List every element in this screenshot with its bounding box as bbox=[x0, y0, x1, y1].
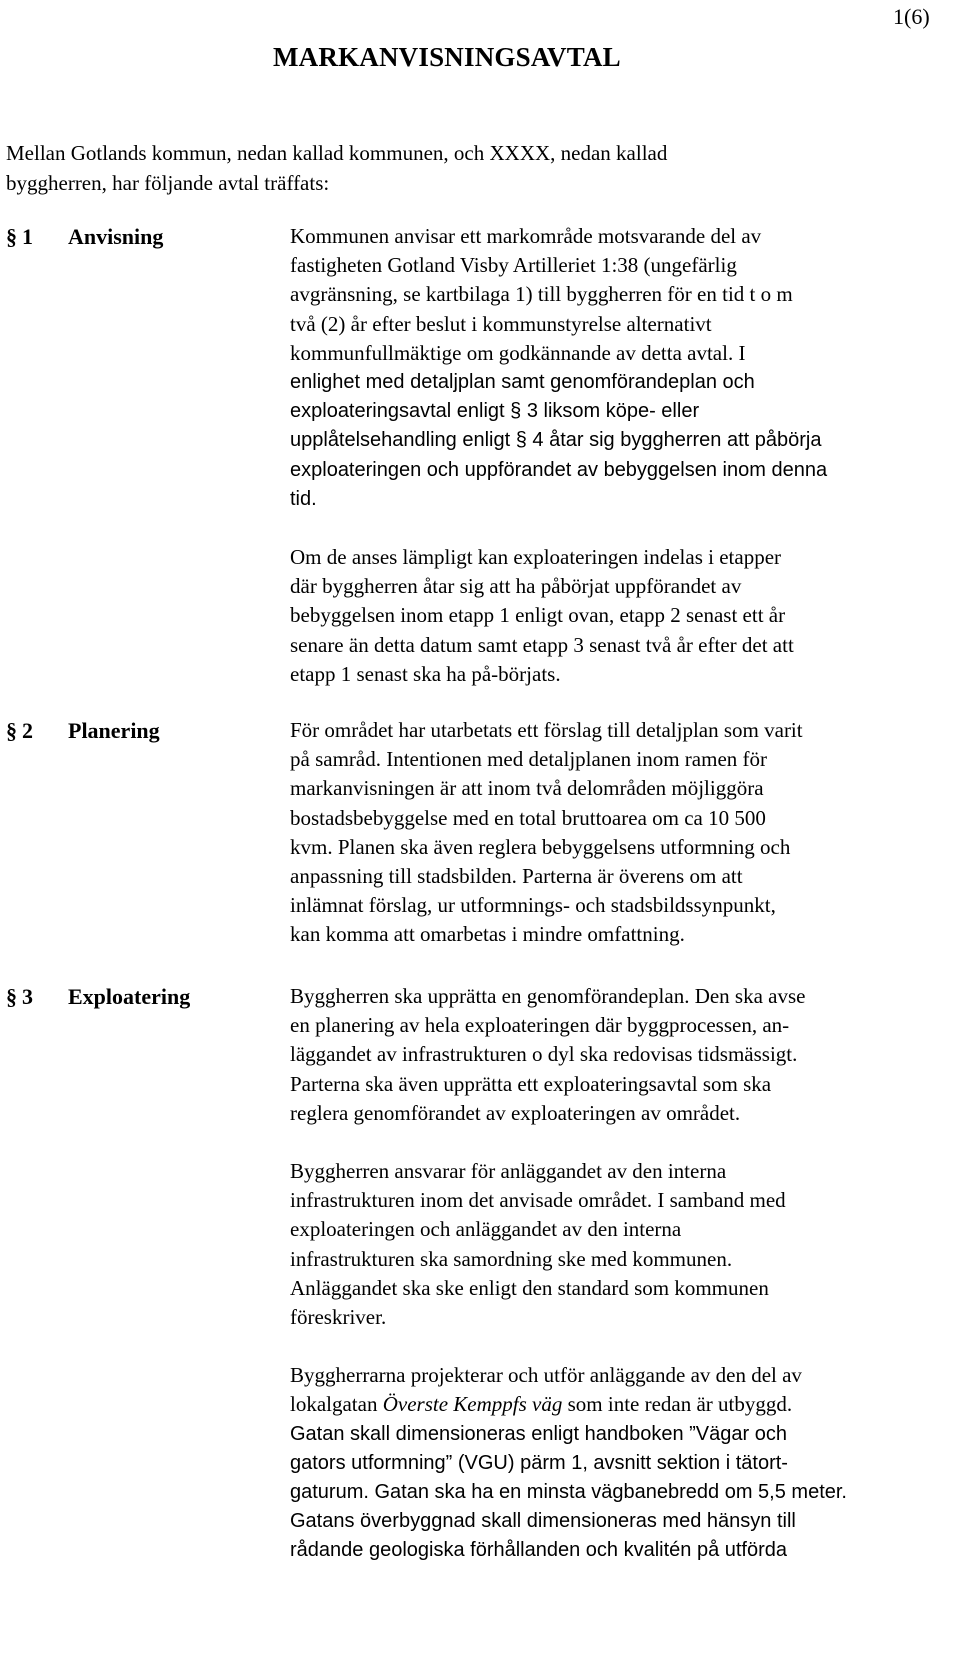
street-name: Överste Kemppfs väg bbox=[382, 1392, 563, 1417]
text-line: bostadsbebyggelse med en total bruttoarea om ca 10 500 bbox=[290, 805, 766, 830]
section-sign: § bbox=[6, 984, 17, 1009]
text-line: kvm. Planen ska även reglera bebyggelsens utformning och bbox=[290, 834, 791, 859]
section-body bbox=[290, 222, 926, 689]
section-heading bbox=[6, 222, 163, 252]
text-line: bebyggelsen inom etapp 1 enligt ovan, etapp 2 senast ett år bbox=[290, 603, 786, 628]
text-line: etapp 1 senast ska ha på-börjats. bbox=[290, 661, 561, 686]
text-line: en planering av hela exploateringen där byggprocessen, an- bbox=[290, 1013, 790, 1038]
text-line: enlighet med detaljplan samt genomförandeplan och bbox=[290, 371, 755, 394]
paragraph bbox=[290, 1361, 926, 1565]
section-name: Exploatering bbox=[68, 984, 191, 1009]
text-line: gators utformning” (VGU) pärm 1, avsnitt sektion i tätort- bbox=[290, 1451, 788, 1474]
section-heading bbox=[6, 716, 160, 746]
intro-paragraph bbox=[6, 138, 906, 198]
text-line: Anläggandet ska ske enligt den standard som kommunen bbox=[290, 1275, 769, 1300]
text-run: som inte redan är utbyggd. bbox=[562, 1392, 793, 1417]
text-line: Mellan Gotlands kommun, nedan kallad kommunen, och XXXX, nedan kallad bbox=[6, 141, 668, 165]
paragraph bbox=[290, 543, 926, 689]
text-line: byggherren, har följande avtal träffats: bbox=[6, 171, 330, 195]
text-line: avgränsning, se kartbilaga 1) till byggherren för en tid t o m bbox=[290, 282, 793, 307]
text-line: Kommunen anvisar ett markområde motsvarande del av bbox=[290, 224, 762, 248]
text-line: kan komma att omarbetas i mindre omfattning. bbox=[290, 922, 685, 947]
section-name: Anvisning bbox=[68, 224, 164, 249]
text-line: gaturum. Gatan ska ha en minsta vägbanebredd om 5,5 meter. bbox=[290, 1481, 847, 1504]
section-number: 3 bbox=[22, 984, 33, 1009]
text-line: Byggherren ska upprätta en genomförandeplan. Den ska avse bbox=[290, 984, 806, 1008]
text-line: För området har utarbetats ett förslag till detaljplan som varit bbox=[290, 718, 803, 742]
text-line: exploateringsavtal enligt § 3 liksom köpe- eller bbox=[290, 400, 700, 423]
text-line: exploateringen och uppförandet av bebyggelsen inom denna bbox=[290, 458, 828, 481]
text-line: tid. bbox=[290, 487, 317, 510]
text-line: där byggherren åtar sig att ha påbörjat uppförandet av bbox=[290, 574, 742, 599]
section-sign: § bbox=[6, 224, 17, 249]
section-body bbox=[290, 716, 926, 950]
text-line: markanvisningen är att inom två delområden möjliggöra bbox=[290, 776, 764, 801]
text-run: lokalgatan bbox=[290, 1392, 383, 1417]
paragraph bbox=[290, 982, 926, 1128]
text-line: två (2) år efter beslut i kommunstyrelse alternativt bbox=[290, 311, 712, 336]
section-number: 1 bbox=[22, 224, 33, 249]
page-number: 1(6) bbox=[893, 4, 930, 29]
text-line: inlämnat förslag, ur utformnings- och stadsbildssynpunkt, bbox=[290, 893, 776, 918]
text-line: senare än detta datum samt etapp 3 senast två år efter det att bbox=[290, 632, 794, 657]
text-line: föreskriver. bbox=[290, 1305, 387, 1330]
paragraph bbox=[290, 716, 926, 950]
text-line: Gatans överbyggnad skall dimensioneras med hänsyn till bbox=[290, 1510, 796, 1533]
text-line: Parterna ska även upprätta ett exploateringsavtal som ska bbox=[290, 1071, 772, 1096]
text-line: Byggherrarna projekterar och utför anläggande av den del av bbox=[290, 1363, 802, 1388]
text-line: Om de anses lämpligt kan exploateringen indelas i etapper bbox=[290, 545, 782, 570]
text-line: kommunfullmäktige om godkännande av detta avtal. I bbox=[290, 340, 746, 365]
section-name: Planering bbox=[68, 718, 160, 743]
text-line: Gatan skall dimensioneras enligt handboken ”Vägar och bbox=[290, 1422, 787, 1445]
text-line: fastigheten Gotland Visby Artilleriet 1:38 (ungefärlig bbox=[290, 253, 737, 278]
text-line: exploateringen och anläggandet av den interna bbox=[290, 1217, 682, 1242]
text-line: anpassning till stadsbilden. Parterna är överens om att bbox=[290, 864, 743, 889]
section-body bbox=[290, 982, 926, 1566]
paragraph bbox=[290, 1157, 926, 1332]
text-line: infrastrukturen inom det anvisade området. I samband med bbox=[290, 1188, 786, 1213]
text-line bbox=[290, 1390, 926, 1419]
section-sign: § bbox=[6, 718, 17, 743]
section-heading bbox=[6, 982, 190, 1012]
text-line: på samråd. Intentionen med detaljplanen inom ramen för bbox=[290, 747, 768, 772]
text-line: rådande geologiska förhållanden och kvalitén på utförda bbox=[290, 1539, 788, 1562]
text-line: Byggherren ansvarar för anläggandet av den interna bbox=[290, 1159, 727, 1184]
section-number: 2 bbox=[22, 718, 33, 743]
text-line: reglera genomförandet av exploateringen av området. bbox=[290, 1100, 741, 1125]
paragraph bbox=[290, 222, 926, 514]
text-line: infrastrukturen ska samordning ske med kommunen. bbox=[290, 1246, 733, 1271]
text-line: läggandet av infrastrukturen o dyl ska redovisas tidsmässigt. bbox=[290, 1042, 798, 1067]
text-line: upplåtelsehandling enligt § 4 åtar sig byggherren att påbörja bbox=[290, 429, 822, 452]
document-title: MARKANVISNINGSAVTAL bbox=[273, 42, 621, 72]
